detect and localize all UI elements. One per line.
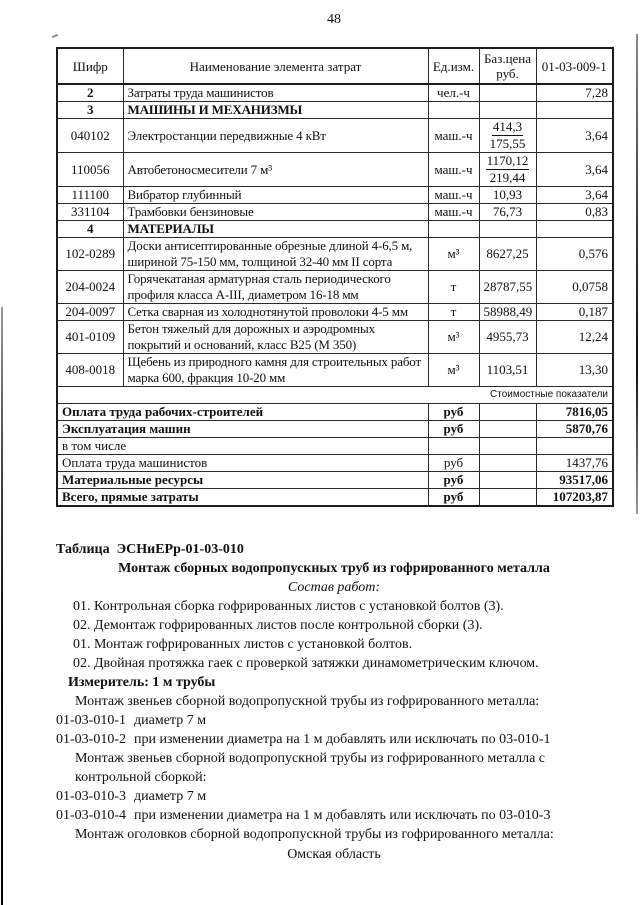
cell-code: 102-0289 [57,238,123,271]
cell-name: Автобетоносмесители 7 м³ [123,153,428,187]
cell-unit [428,102,479,119]
cell-unit: м³ [428,354,479,387]
cell-value: 7,28 [536,84,613,102]
table-label: Таблица ЭСНиЕРр-01-03-010 [56,542,244,557]
summary-label: в том числе [57,438,428,455]
row-item [57,84,613,102]
summary-base [479,455,536,472]
summary-label: Оплата труда рабочих-строителей [57,404,428,421]
cell-value: 0,0758 [536,271,613,304]
cell-base: 4955,73 [479,321,536,354]
header-name: Наименование элемента затрат [123,48,428,84]
header-code: Шифр [57,48,123,84]
row-item [57,238,613,271]
cell-unit: м³ [428,238,479,271]
cell-name: Горячекатаная арматурная сталь периодического профиля класса А-III, диаметром 16-18 мм [123,271,428,304]
cell-unit: т [428,304,479,321]
header-norm-code: 01-03-009-1 [536,48,613,84]
cell-base [479,119,536,153]
scan-speck [52,34,58,38]
summary-value [536,438,613,455]
cell-unit: т [428,271,479,304]
cell-code: 3 [57,102,123,119]
entry-text: диаметр 7 м [134,789,207,804]
row-summary [57,421,613,438]
work-item: 02. Демонтаж гофрированных листов после контрольной сборки (3). [73,618,483,633]
cell-base: 76,73 [479,204,536,221]
entry-paragraph: Монтаж звеньев сборной водопропускной трубы из гофрированного металла с контрольной сборкой: [75,751,545,785]
entries-list [56,692,612,844]
summary-base [479,404,536,421]
summary-unit [428,438,479,455]
summary-value: 1437,76 [536,455,613,472]
summary-unit: руб [428,404,479,421]
summary-unit: руб [428,455,479,472]
row-item [57,354,613,387]
page-number: 48 [327,12,341,27]
cell-code: 401-0109 [57,321,123,354]
cost-table [56,47,614,507]
cell-base [479,102,536,119]
summary-base [479,472,536,489]
cell-base: 8627,25 [479,238,536,271]
cell-base [479,153,536,187]
cell-code: 408-0018 [57,354,123,387]
row-summary [57,438,613,455]
work-item: 01. Контрольная сборка гофрированных листов с установкой болтов (3). [73,599,504,614]
base-price-bottom: 219,44 [489,170,526,185]
base-price-top: 414,3 [492,119,523,134]
cell-name: Вибратор глубинный [123,187,428,204]
region-footer: Омская область [287,847,381,862]
cell-name: Щебень из природного камня для строительных работ марка 600, фракция 10-20 мм [123,354,428,387]
summary-label: Эксплуатация машин [57,421,428,438]
cell-value [536,102,613,119]
row-note [57,387,613,404]
cell-code: 110056 [57,153,123,187]
entry-code-line [56,711,612,730]
cost-table-body [57,84,613,506]
row-item [57,321,613,354]
entry-text: при изменении диаметра на 1 м добавлять или исключать по 03-010-1 [134,732,551,747]
row-summary [57,489,613,507]
row-summary [57,455,613,472]
cell-value: 0,576 [536,238,613,271]
summary-base [479,438,536,455]
summary-base [479,489,536,507]
cell-value [536,221,613,238]
row-item [57,119,613,153]
page-edge-artifact-right [636,34,638,514]
summary-unit: руб [428,421,479,438]
cell-unit: м³ [428,321,479,354]
cell-unit: маш.-ч [428,204,479,221]
cell-code: 4 [57,221,123,238]
row-section [57,221,613,238]
cell-code: 111100 [57,187,123,204]
row-item [57,204,613,221]
entry-code: 01-03-010-4 [56,808,126,823]
entry-paragraph: Монтаж звеньев сборной водопропускной трубы из гофрированного металла: [75,694,540,709]
header-base-price: Баз.цена руб. [479,48,536,84]
cell-code: 204-0097 [57,304,123,321]
cell-base: 28787,55 [479,271,536,304]
cell-name: МАТЕРИАЛЫ [123,221,428,238]
works-label: Состав работ: [287,580,381,595]
entry-code: 01-03-010-2 [56,732,126,747]
base-price-top: 1170,12 [486,153,529,168]
measurer-line: Измеритель: 1 м трубы [68,675,216,690]
summary-label: Оплата труда машинистов [57,455,428,472]
entry-text: при изменении диаметра на 1 м добавлять или исключать по 03-010-3 [134,808,551,823]
cell-value: 3,64 [536,153,613,187]
row-summary [57,404,613,421]
cost-indicators-note: Стоимостные показатели [57,387,613,404]
work-item: 02. Двойная протяжка гаек с проверкой затяжки динамометрическим ключом. [73,656,539,671]
cell-code: 331104 [57,204,123,221]
summary-base [479,421,536,438]
entry-text: диаметр 7 м [134,713,207,728]
cell-unit: маш.-ч [428,119,479,153]
entry-code-line [56,806,612,825]
cell-code: 204-0024 [57,271,123,304]
cell-value: 0,187 [536,304,613,321]
cell-code: 040102 [57,119,123,153]
cell-value: 3,64 [536,187,613,204]
cell-base: 1103,51 [479,354,536,387]
entry-code-line [56,787,612,806]
row-item [57,304,613,321]
work-item: 01. Монтаж гофрированных листов с установкой болтов. [73,637,413,652]
summary-unit: руб [428,489,479,507]
summary-label: Материальные ресурсы [57,472,428,489]
row-item [57,271,613,304]
cell-base: 58988,49 [479,304,536,321]
cell-unit: чел.-ч [428,84,479,102]
cell-base [479,84,536,102]
cell-name: Бетон тяжелый для дорожных и аэродромных покрытий и оснований, класс В25 (М 350) [123,321,428,354]
cell-value: 12,24 [536,321,613,354]
row-summary [57,472,613,489]
section-text [56,540,612,844]
cell-name: Трамбовки бензиновые [123,204,428,221]
entry-code: 01-03-010-3 [56,789,126,804]
cell-name: Электростанции передвижные 4 кВт [123,119,428,153]
cell-code: 2 [57,84,123,102]
summary-value: 7816,05 [536,404,613,421]
summary-value: 93517,06 [536,472,613,489]
entry-code: 01-03-010-1 [56,713,126,728]
cell-name: Сетка сварная из холоднотянутой проволоки 4-5 мм [123,304,428,321]
cell-value: 13,30 [536,354,613,387]
row-section [57,102,613,119]
cell-base: 10,93 [479,187,536,204]
summary-value: 5870,76 [536,421,613,438]
row-item [57,153,613,187]
cell-name: Затраты труда машинистов [123,84,428,102]
cell-unit: маш.-ч [428,153,479,187]
base-price-bottom: 175,55 [489,136,526,151]
cell-base [479,221,536,238]
cell-unit [428,221,479,238]
summary-value: 107203,87 [536,489,613,507]
entry-paragraph: Монтаж оголовков сборной водопропускной трубы из гофрированного металла: [75,827,554,842]
works-list [56,597,612,673]
cell-name: МАШИНЫ И МЕХАНИЗМЫ [123,102,428,119]
section-title: Монтаж сборных водопропускных труб из гофрированного металла [118,561,550,576]
cell-unit: маш.-ч [428,187,479,204]
summary-label: Всего, прямые затраты [57,489,428,507]
table-header-row [57,48,613,84]
cell-name: Доски антисептированные обрезные длиной 4-6,5 м, шириной 75-150 мм, толщиной 32-40 мм II сорта [123,238,428,271]
entry-code-line [56,730,612,749]
row-item [57,187,613,204]
summary-unit: руб [428,472,479,489]
header-unit: Ед.изм. [428,48,479,84]
cell-value: 3,64 [536,119,613,153]
cell-value: 0,83 [536,204,613,221]
page-edge-artifact-left [1,307,3,905]
